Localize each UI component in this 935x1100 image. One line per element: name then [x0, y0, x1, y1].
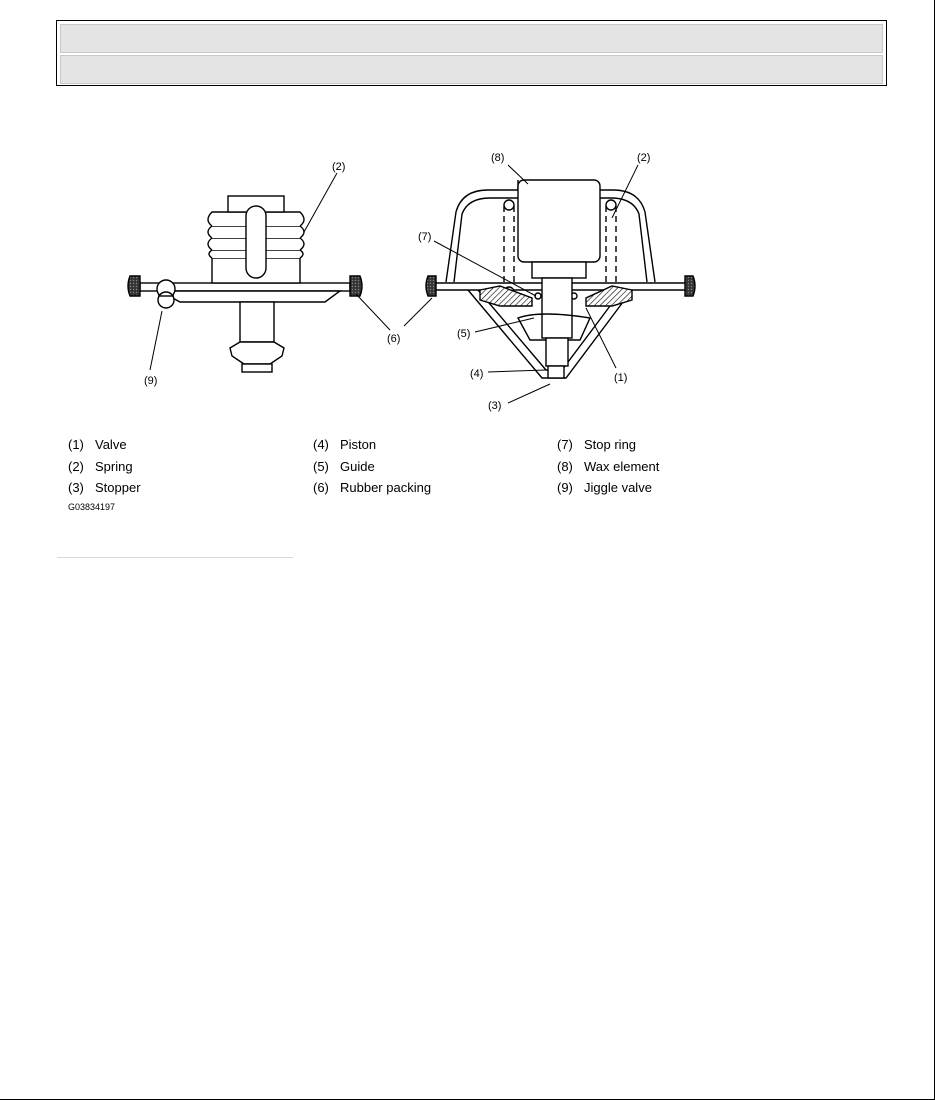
legend-column-3 — [557, 434, 659, 499]
legend-label: Jiggle valve — [584, 480, 652, 495]
legend-item — [313, 477, 431, 499]
legend-label: Wax element — [584, 458, 660, 474]
callout-valve: (1) — [614, 372, 628, 384]
figure-id: G03834197 — [68, 502, 116, 512]
legend-label: Stopper — [95, 480, 141, 495]
legend-number: (7) — [557, 437, 573, 452]
legend-column-2 — [313, 434, 431, 499]
legend-label: Rubber packing — [340, 480, 432, 495]
legend-item — [557, 477, 659, 499]
callout-jiggle-valve: (9) — [144, 375, 158, 387]
legend-label: Piston — [340, 437, 377, 452]
legend-number: (4) — [313, 437, 329, 452]
legend-item — [68, 456, 141, 478]
legend-number: (8) — [557, 458, 573, 474]
callout-guide: (5) — [457, 328, 471, 340]
legend-number: (6) — [313, 480, 329, 495]
section-divider — [57, 557, 293, 558]
legend-item — [313, 434, 431, 456]
legend-label: Spring — [95, 458, 133, 474]
callout-right-spring: (2) — [637, 152, 651, 164]
legend-label: Valve — [95, 437, 127, 452]
callout-piston: (4) — [470, 368, 484, 380]
legend-number: (9) — [557, 480, 573, 495]
callout-rubber-packing: (6) — [387, 333, 401, 345]
callout-wax-element: (8) — [491, 152, 505, 164]
legend-item — [68, 434, 141, 456]
cross-section-view — [426, 180, 695, 378]
legend-label: Guide — [340, 458, 375, 474]
exterior-view — [128, 196, 362, 372]
legend-number: (5) — [313, 458, 329, 474]
legend-number: (3) — [68, 480, 84, 495]
callout-stopper: (3) — [488, 400, 502, 412]
legend-number: (2) — [68, 458, 84, 474]
legend-item — [313, 456, 431, 478]
legend-number: (1) — [68, 437, 84, 452]
callout-left-spring: (2) — [332, 161, 346, 173]
legend-column-1 — [68, 434, 141, 499]
legend-label: Stop ring — [584, 437, 637, 452]
callout-stop-ring: (7) — [418, 231, 432, 243]
legend-item — [557, 456, 659, 478]
legend-item — [68, 477, 141, 499]
legend-item — [557, 434, 659, 456]
